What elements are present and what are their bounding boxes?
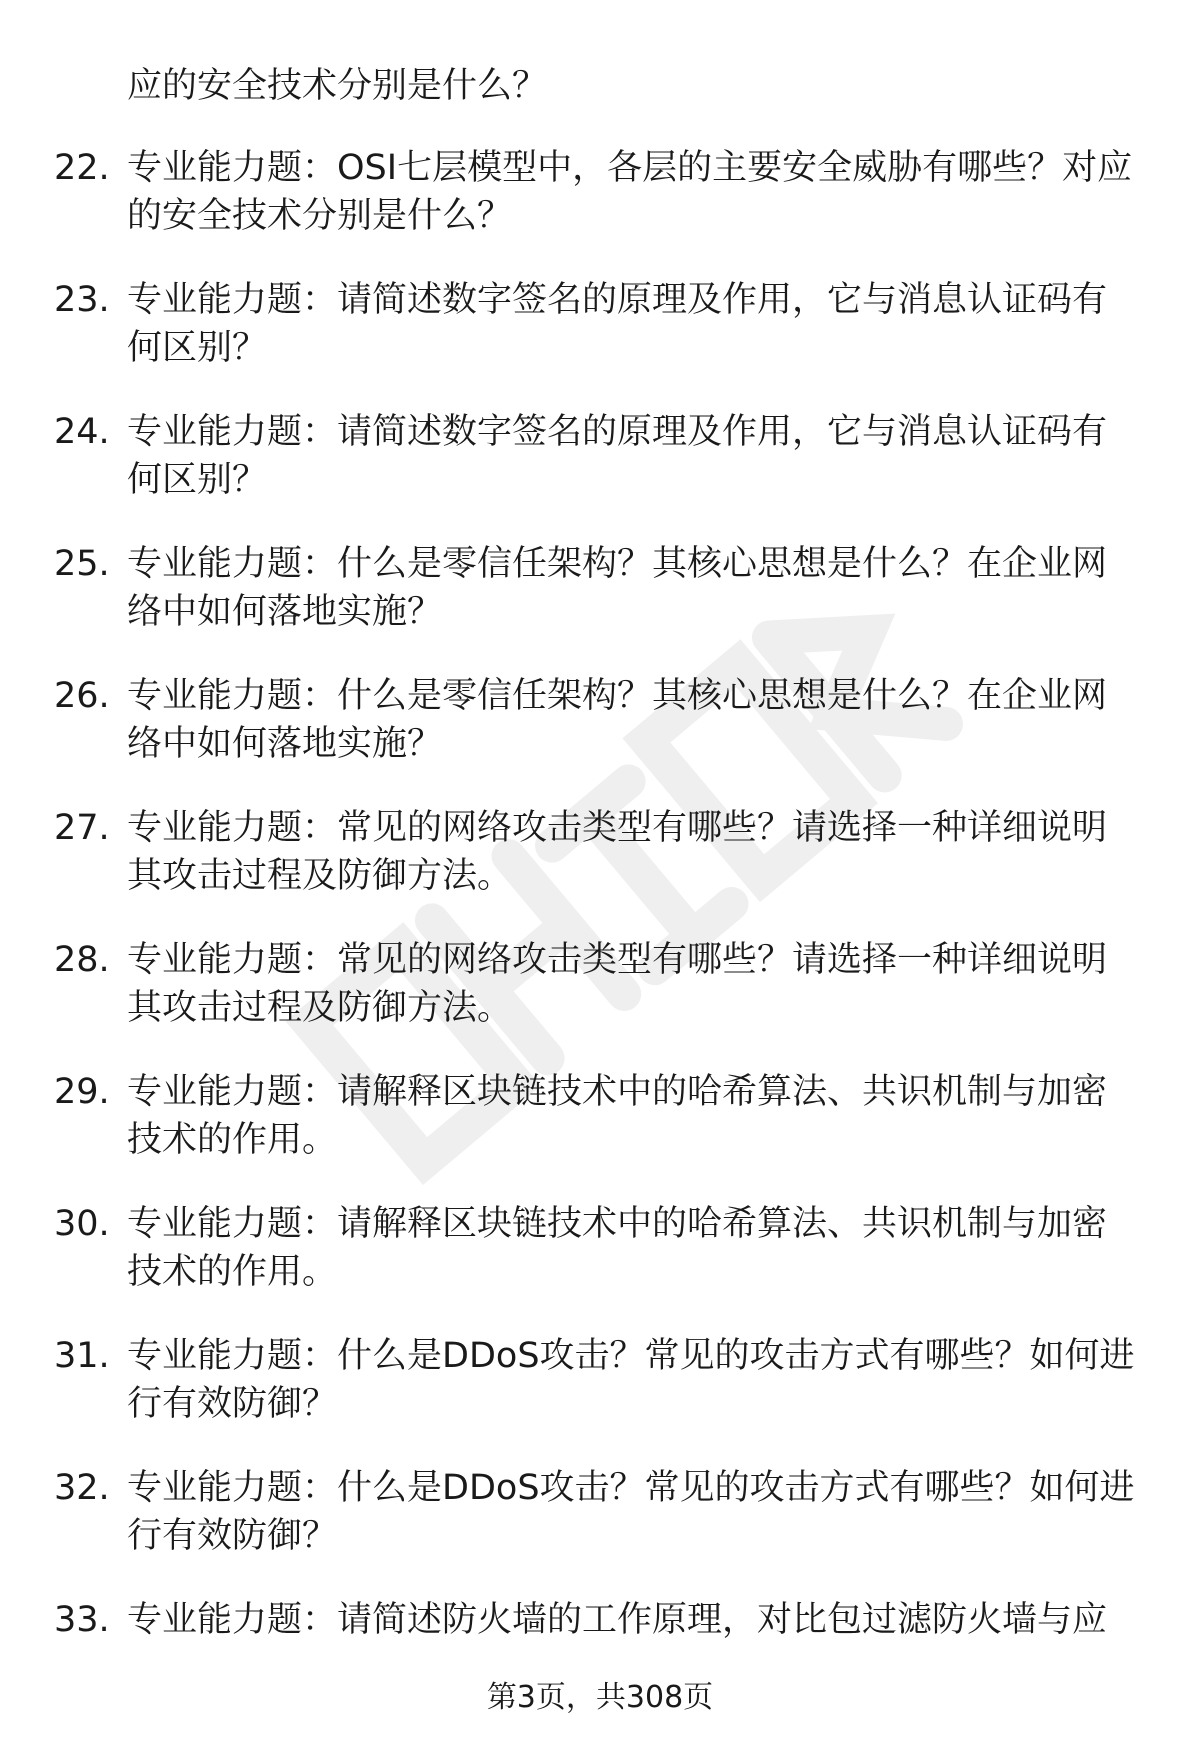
question-text: 专业能力题：请简述数字签名的原理及作用，它与消息认证码有何区别？ <box>127 280 1108 368</box>
question-text: 专业能力题：常见的网络攻击类型有哪些？请选择一种详细说明其攻击过程及防御方法。 <box>127 808 1108 896</box>
list-item <box>0 1332 1200 1464</box>
question-text: 专业能力题：请解释区块链技术中的哈希算法、共识机制与加密技术的作用。 <box>127 1072 1108 1160</box>
list-item <box>0 1068 1200 1200</box>
list-item <box>0 936 1200 1068</box>
list-item <box>0 540 1200 672</box>
question-number: 30. <box>54 1204 110 1244</box>
question-text: 专业能力题：什么是零信任架构？其核心思想是什么？在企业网络中如何落地实施？ <box>127 676 1108 764</box>
question-list <box>0 144 1200 1728</box>
question-number: 26. <box>54 676 110 716</box>
question-text: 专业能力题：请简述数字签名的原理及作用，它与消息认证码有何区别？ <box>127 412 1108 500</box>
question-number: 28. <box>54 940 110 980</box>
question-text: 专业能力题：什么是DDoS攻击？常见的攻击方式有哪些？如何进行有效防御？ <box>127 1336 1135 1424</box>
list-item <box>0 1200 1200 1332</box>
page-footer: 第3页，共308页 <box>486 1680 714 1715</box>
question-text: 专业能力题：请解释区块链技术中的哈希算法、共识机制与加密技术的作用。 <box>127 1204 1108 1292</box>
question-number: 24. <box>54 412 110 452</box>
list-item <box>0 144 1200 276</box>
question-number: 32. <box>54 1468 110 1508</box>
question-number: 31. <box>54 1336 110 1376</box>
question-number: 22. <box>54 148 110 188</box>
list-item <box>0 804 1200 936</box>
question-text: 专业能力题：OSI七层模型中，各层的主要安全威胁有哪些？对应的安全技术分别是什么？ <box>127 148 1133 236</box>
question-number: 23. <box>54 280 110 320</box>
question-text: 专业能力题：常见的网络攻击类型有哪些？请选择一种详细说明其攻击过程及防御方法。 <box>127 940 1108 1028</box>
list-item <box>0 276 1200 408</box>
list-item <box>0 672 1200 804</box>
question-number: 33. <box>54 1600 110 1640</box>
question-text: 专业能力题：什么是DDoS攻击？常见的攻击方式有哪些？如何进行有效防御？ <box>127 1468 1135 1556</box>
question-text: 专业能力题：请简述防火墙的工作原理，对比包过滤防火墙与应 <box>127 1600 1108 1640</box>
list-item <box>0 1464 1200 1596</box>
question-text: 专业能力题：什么是零信任架构？其核心思想是什么？在企业网络中如何落地实施？ <box>127 544 1108 632</box>
question-number: 25. <box>54 544 110 584</box>
question-number: 29. <box>54 1072 110 1112</box>
continued-question-text: 应的安全技术分别是什么？ <box>127 66 548 106</box>
list-item <box>0 408 1200 540</box>
question-number: 27. <box>54 808 110 848</box>
